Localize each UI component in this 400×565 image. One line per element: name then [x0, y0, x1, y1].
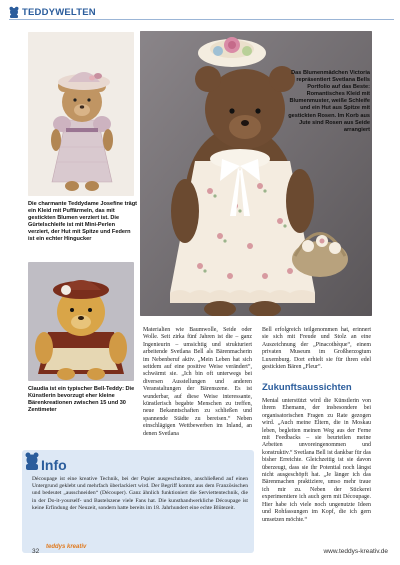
body-paragraph: Materialien wie Baumwolle, Seide oder Wolle. Seit zirka fünf Jahren ist die – ganz Ingenieurin – umsichtig und strukturiert arbeitende Svetlana Bell als Bärenmacherin im Nebenberuf aktiv. „Mein Leben hat sich seitdem auf eine positive Weise verändert“, schwärmt sie. „Ich bin oft unterwegs bei diversen Ausstellungen und anderen Veranstaltungen der Bärenszene. Es ist wunderbar, auf diese Weise interessante, künstlerisch begabte Menschen zu treffen, neue Bekanntschaften zu schließen und spannende Städte zu bereisen.“ Neben einschlägigen Wettbewerben im Inland, an denen Svetlana — [143, 327, 252, 437]
caption-victoria: Das Blumenmädchen Victoria repräsentiert Svetlana Bells Portfolio auf das Beste: Romantisches Kleid mit Blumenmuster, weiße Schleife und ein Hut aus Spitze mit gestickten Rosen. Im Korb aus Jute sind Rosen aus Seide arrangiert — [288, 70, 370, 133]
page-number: 32 — [32, 548, 40, 555]
caption-claudia: Claudia ist ein typischer Bell-Teddy: Die Künstlerin bevorzugt eher kleine Bärenkreationen zwischen 15 und 30 Zentimeter — [28, 386, 135, 414]
header-rule — [9, 19, 394, 20]
body-column-middle — [143, 327, 252, 438]
caption-josefine: Die charmante Teddydame Josefine trägt ein Kleid mit Puffärmeln, das mit gestickten Blumen verziert ist. Die Gürtelschleife ist mit Mini-Perlen verziert, der Hut mit Spitze und Federn ist ein echter Hingucker — [28, 201, 138, 243]
magazine-logo: teddys kreativ — [46, 544, 87, 550]
body-paragraph: Bell erfolgreich teilgenommen hat, erinnert sie sich mit Freude und Stolz an eine Auszeichnung der „Pinacothèque“, einem privaten Museum im Großherzogtum Luxemburg. Dort erhielt sie für ihren edel gestickten Bären „Fleur“. — [262, 327, 371, 371]
photo-claudia — [28, 262, 134, 381]
section-title: TEDDYWELTEN — [22, 7, 96, 18]
section-heading: Zukunftsaussichten — [262, 382, 352, 393]
teddy-info-icon — [24, 451, 40, 471]
body-paragraph: Mental unterstützt wird die Künstlerin von ihrem Ehemann, der insbesondere bei organisatorischen Fragen zu Rate gezogen wird. „Auch meine Eltern, die in Moskau leben, begleiten meinen Weg aus der Ferne mit Feedbacks – sie beurteilen meine Arbeiten unvoreingenommen und konstruktiv.“ Svetlana Bell ist dankbar für das bisher Erreichte. Gleichzeitig ist sie davon überzeugt, dass sie ihr Potential noch längst nicht ausgeschöpft hat. „Je länger ich das Bärenmachen praktiziere, umso mehr traue ich mir zu. Neben der Stickerei experimentiere ich auch gern mit Découpage. Hier habe ich viele noch ungenutzte Ideen und Rohfassungen im Kopf, die ich gern umsetzen möchte.“ — [262, 398, 371, 523]
body-column-right-top — [262, 327, 371, 371]
info-text: Découpage ist eine kreative Technik, bei der Papier ausgeschnitten, anschließend auf einen Untergrund geklebt und mehrfach überlackiert wird. Der Begriff kommt aus dem Französischen und bedeutet „ausschneiden“ (Découper). Ganz ähnlich funktioniert die Serviettentechnik, die in der Do-it-yourself- und Bastelszene viele Fans hat. Die kunsthandwerkliche Découpage ist keine Erfindung der Neuzeit, sondern hatte bereits im 18. Jahrhundert eine echte Blütezeit. — [32, 476, 248, 511]
photo-josefine — [28, 32, 134, 196]
footer-url: www.teddys-kreativ.de — [323, 548, 388, 555]
teddy-head-icon — [9, 6, 19, 18]
info-title: Info — [41, 457, 67, 473]
body-column-right-bottom — [262, 398, 371, 524]
